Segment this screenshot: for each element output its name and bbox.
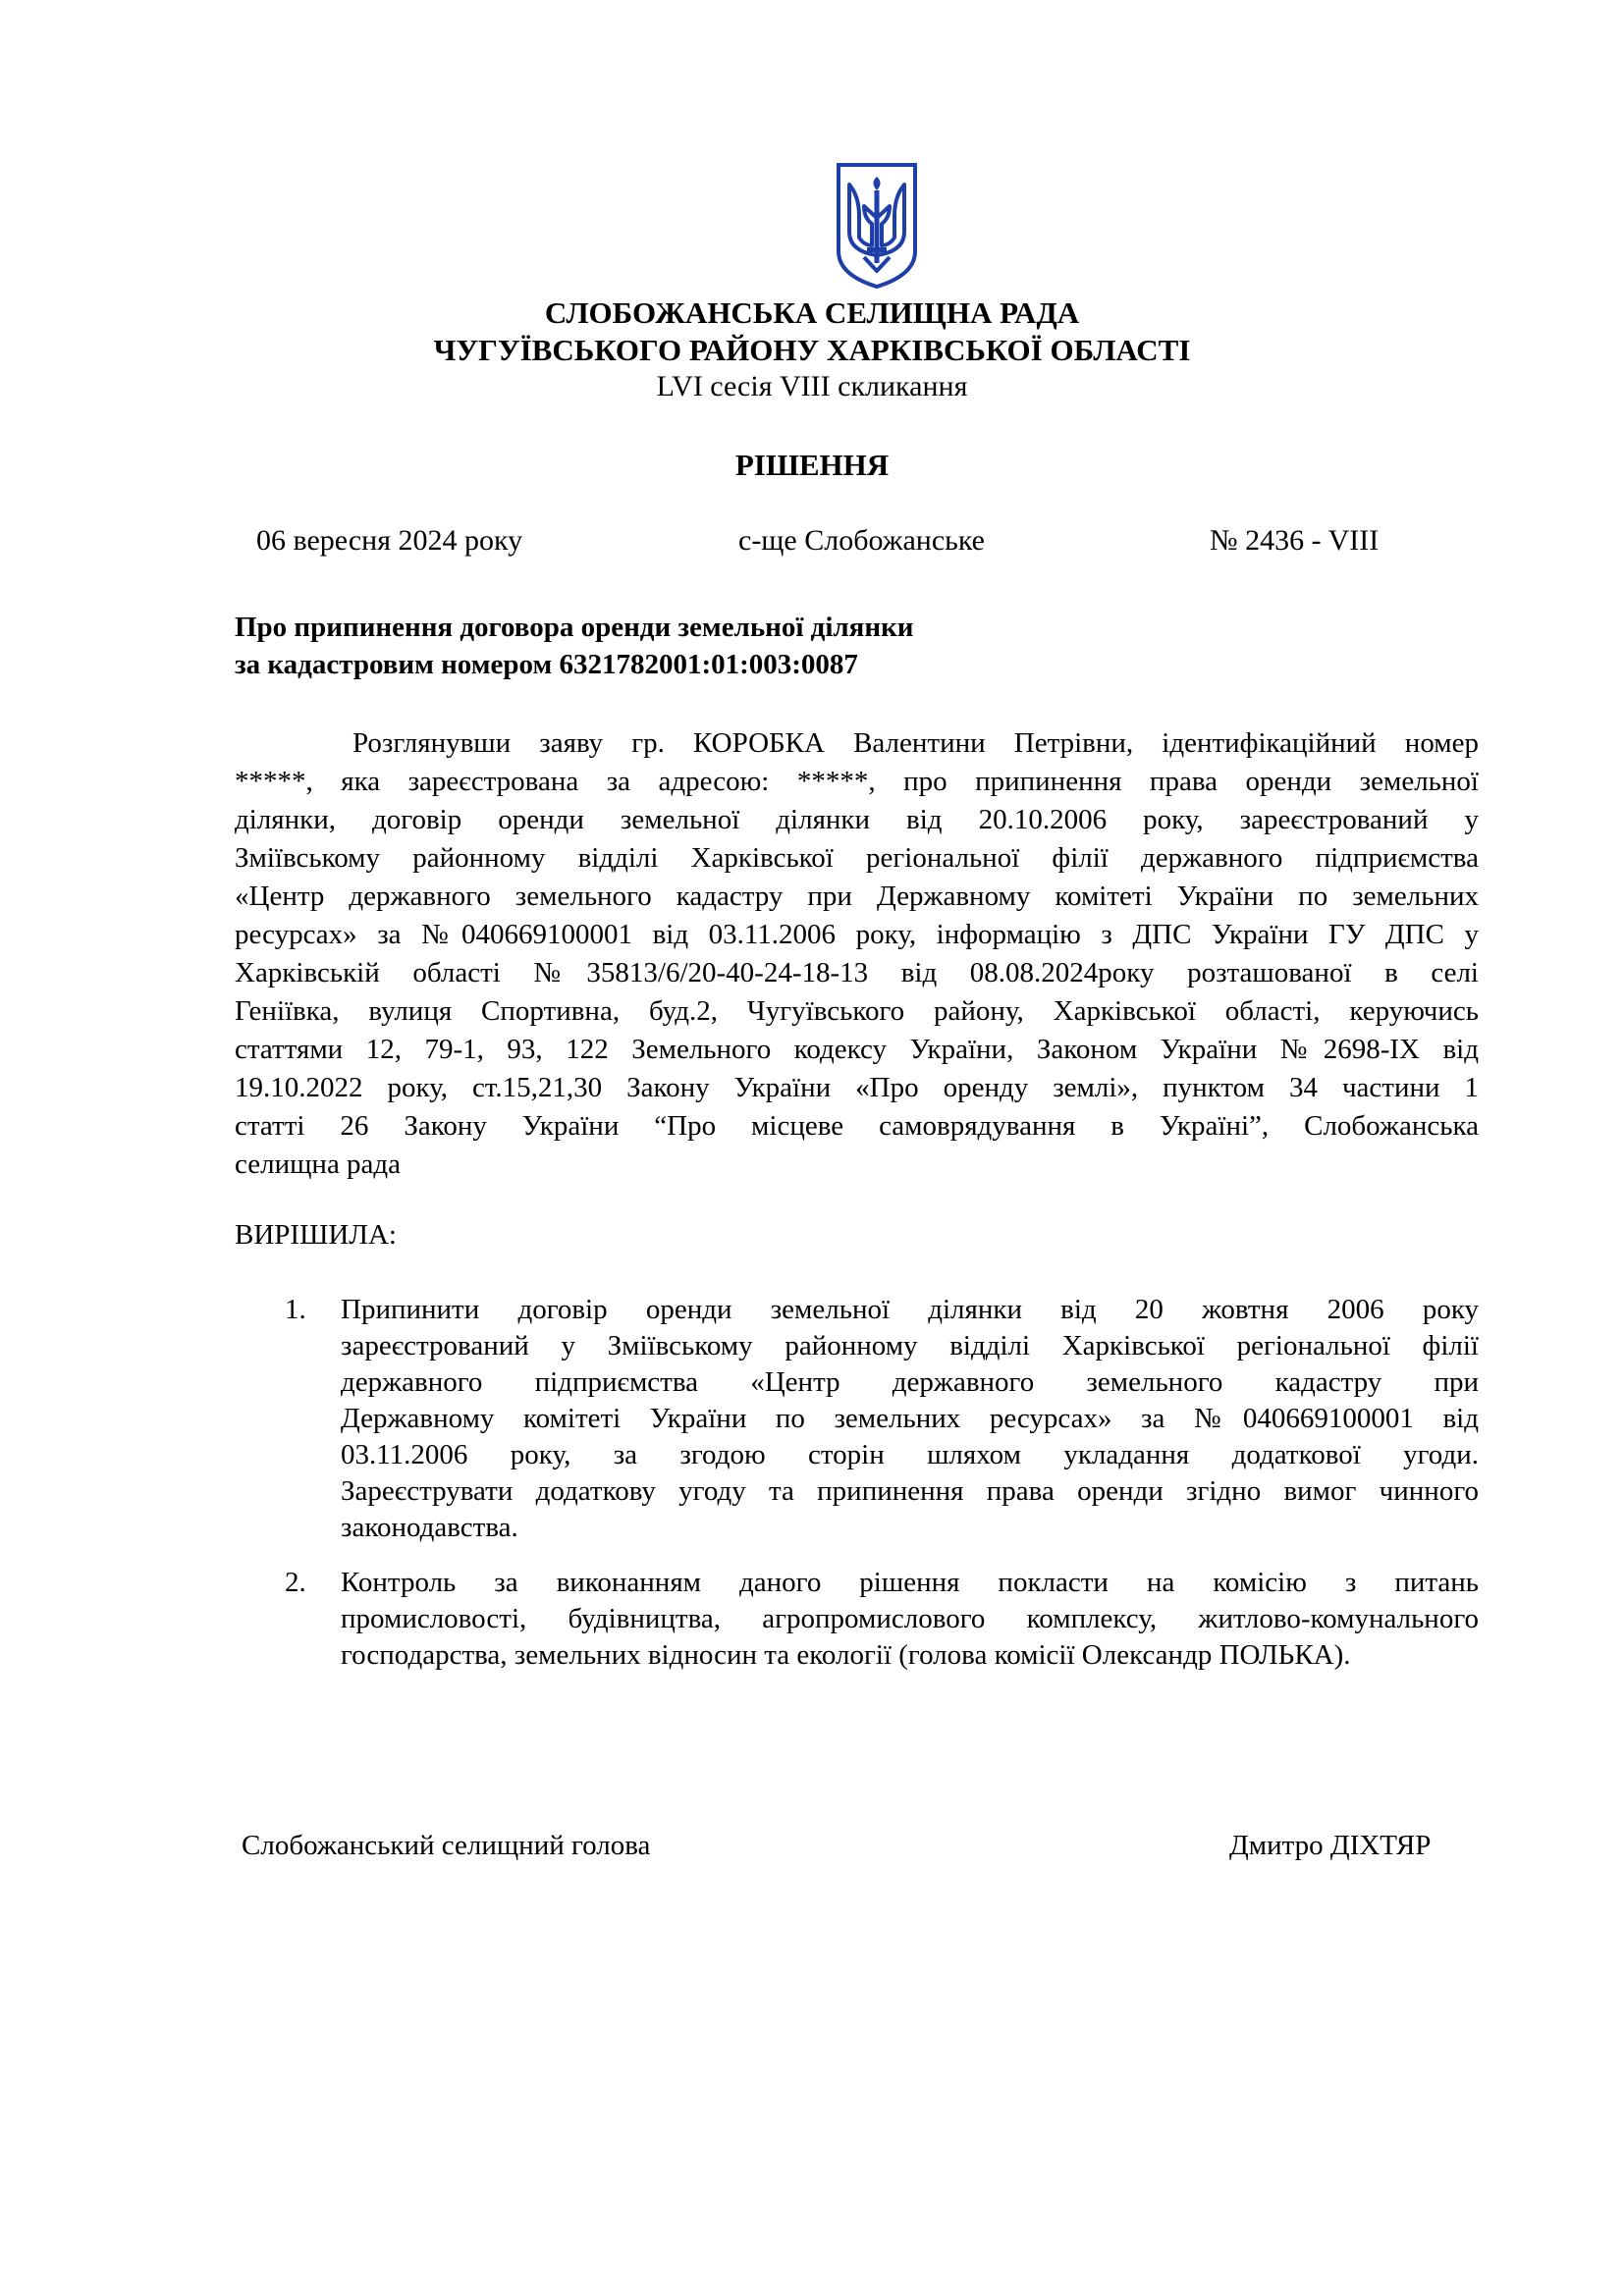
item-number: 2. (285, 1567, 306, 1598)
item-line: Зареєструвати додаткову угоду та припинення права оренди згідно вимог чинного (341, 1475, 1479, 1507)
item-line: зареєстрований у Зміївському районному відділі Харківської регіональної філії (341, 1330, 1479, 1362)
preamble-line: статтями 12, 79-1, 93, 122 Земельного кодексу України, Законом України №2698-IX від (235, 1034, 1479, 1065)
resolved-label: ВИРІШИЛА: (235, 1219, 397, 1251)
document-title: РІШЕННЯ (734, 448, 890, 482)
preamble-line: Геніївка, вулиця Спортивна, буд.2, Чугуївського району, Харківської області, керуючись (235, 995, 1479, 1027)
decision-number: № 2436 - VIII (1210, 524, 1380, 557)
preamble-line: статті 26 Закону України “Про місцеве самоврядування в Україні”, Слобожанська (235, 1110, 1479, 1142)
subject-line: Про припинення договора оренди земельної ділянки (235, 612, 914, 643)
preamble-line: ресурсах» за №040669100001 від 03.11.2006 року, інформацію з ДПС України ГУ ДПС у (235, 919, 1479, 950)
item-line: Державному комітеті України по земельних ресурсах» за №040669100001 від (341, 1403, 1479, 1434)
decision-date: 06 вересня 2024 року (256, 524, 523, 557)
subject-line: за кадастровим номером 6321782001:01:003:0087 (235, 649, 858, 680)
coat-of-arms-trident-icon (833, 161, 921, 291)
preamble-paragraph (235, 724, 1479, 1184)
item-text (341, 1292, 1479, 1546)
item-line: законодавства. (341, 1512, 518, 1543)
preamble-line: селищна рада (235, 1148, 402, 1180)
item-text (341, 1565, 1479, 1674)
preamble-line: Розглянувши заяву гр. КОРОБКА Валентини Петрівни, ідентифікаційний номер (352, 727, 1479, 759)
council-name: СЛОБОЖАНСЬКА СЕЛИЩНА РАДА (544, 295, 1080, 330)
item-line: господарства, земельних відносин та екології (голова комісії Олександр ПОЛЬКА). (341, 1639, 1351, 1671)
session-info: LVI сесія VIII скликання (656, 370, 968, 402)
item-line: Припинити договір оренди земельної ділянки від 20 жовтня 2006 року (341, 1294, 1479, 1325)
district-name: ЧУГУЇВСЬКОГО РАЙОНУ ХАРКІВСЬКОЇ ОБЛАСТІ (433, 333, 1191, 367)
preamble-line: «Центр державного земельного кадастру при Державному комітеті України по земельних (235, 881, 1479, 912)
preamble-line: Харківській області №35813/6/20-40-24-18-13 від 08.08.2024року розташованої в селі (235, 957, 1479, 988)
preamble-line: *****, яка зареєстрована за адресою: *****, про припинення права оренди земельної (235, 766, 1479, 797)
signatory-title: Слобожанський селищний голова (242, 1830, 651, 1861)
decision-place: с-ще Слобожанське (738, 524, 985, 557)
preamble-line: Зміївському районному відділі Харківської регіональної філії державного підприємства (235, 842, 1479, 874)
item-line: Контроль за виконанням даного рішення покласти на комісію з питань (341, 1567, 1479, 1598)
decision-subject (235, 609, 1217, 683)
item-line: 03.11.2006 року, за згодою сторін шляхом укладання додаткової угоди. (341, 1439, 1479, 1470)
item-line: державного підприємства «Центр державного земельного кадастру при (341, 1366, 1479, 1398)
item-line: промисловості, будівництва, агропромислового комплексу, житлово-комунального (341, 1603, 1479, 1634)
preamble-line: 19.10.2022 року, ст.15,21,30 Закону України «Про оренду землі», пунктом 34 частини 1 (235, 1072, 1479, 1103)
signatory-name: Дмитро ДІХТЯР (1229, 1830, 1432, 1861)
item-number: 1. (285, 1294, 306, 1325)
preamble-line: ділянки, договір оренди земельної ділянки від 20.10.2006 року, зареєстрований у (235, 804, 1479, 835)
